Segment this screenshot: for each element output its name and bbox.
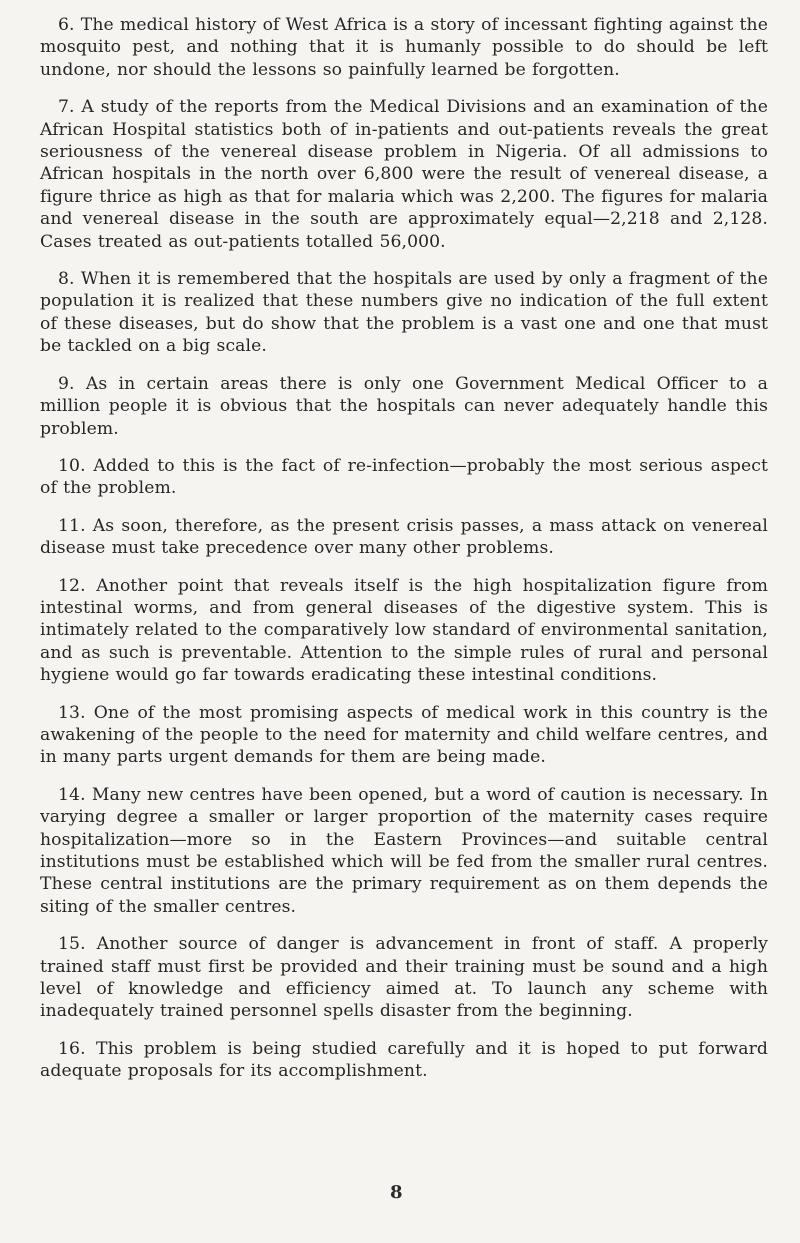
- body-text: [40, 14, 768, 1083]
- paragraph-9: 9. As in certain areas there is only one Government Medical Officer to a million people it is obvious that the hospitals can never adequately handle this problem.: [40, 373, 768, 439]
- paragraph-6: 6. The medical history of West Africa is a story of incessant fighting against the mosquito pest, and nothing that it is humanly possible to do should be left undone, nor should the lessons so painfully learned be forgotten.: [40, 15, 768, 80]
- page-number: 8: [390, 1182, 403, 1203]
- paragraph-15: 15. Another source of danger is advancement in front of staff. A properly trained staff must first be provided and their training must be sound and a high level of knowledge and efficiency aimed at. To launch any scheme with inadequately trained personnel spells disaster from the beginning.: [40, 934, 768, 1022]
- paragraph-16: 16. This problem is being studied carefully and it is hoped to put forward adequate proposals for its accomplishment.: [40, 1038, 768, 1082]
- paragraph-14: 14. Many new centres have been opened, but a word of caution is necessary. In varying degree a smaller or larger proportion of the maternity cases require hospitalization—more so in the Eastern Provinces—and suitable central institutions must be established which will be fed from the smaller rural centres. These central institutions are the primary requirement as on them depends the siting of the smaller centres.: [40, 784, 768, 917]
- paragraph-11: 11. As soon, therefore, as the present crisis passes, a mass attack on venereal disease must take precedence over many other problems.: [40, 515, 768, 559]
- paragraph-10: 10. Added to this is the fact of re-infection—probably the most serious aspect of the problem.: [40, 455, 768, 499]
- paragraph-13: 13. One of the most promising aspects of medical work in this country is the awakening of the people to the need for maternity and child welfare centres, and in many parts urgent demands for them are being made.: [40, 702, 768, 768]
- paragraph-12: 12. Another point that reveals itself is the high hospitalization figure from intestinal worms, and from general diseases of the digestive system. This is intimately related to the comparatively low standard of environmental sanitation, and as such is preventable. Attention to the simple rules of rural and personal hygiene would go far towards eradicating these intestinal conditions.: [40, 575, 768, 686]
- paragraph-8: 8. When it is remembered that the hospitals are used by only a fragment of the population it is realized that these numbers give no indication of the full extent of these diseases, but do show that the problem is a vast one and one that must be tackled on a big scale.: [40, 269, 768, 357]
- paragraph-7: 7. A study of the reports from the Medical Divisions and an examination of the African Hospital statistics both of in-patients and out-patients reveals the great seriousness of the venereal disease problem in Nigeria. Of all admissions to African hospitals in the north over 6,800 were the result of venereal disease, a figure thrice as high as that for malaria which was 2,200. The figures for malaria and venereal disease in the south are approximately equal—2,218 and 2,128. Cases treated as out-patients totalled 56,000.: [40, 97, 768, 252]
